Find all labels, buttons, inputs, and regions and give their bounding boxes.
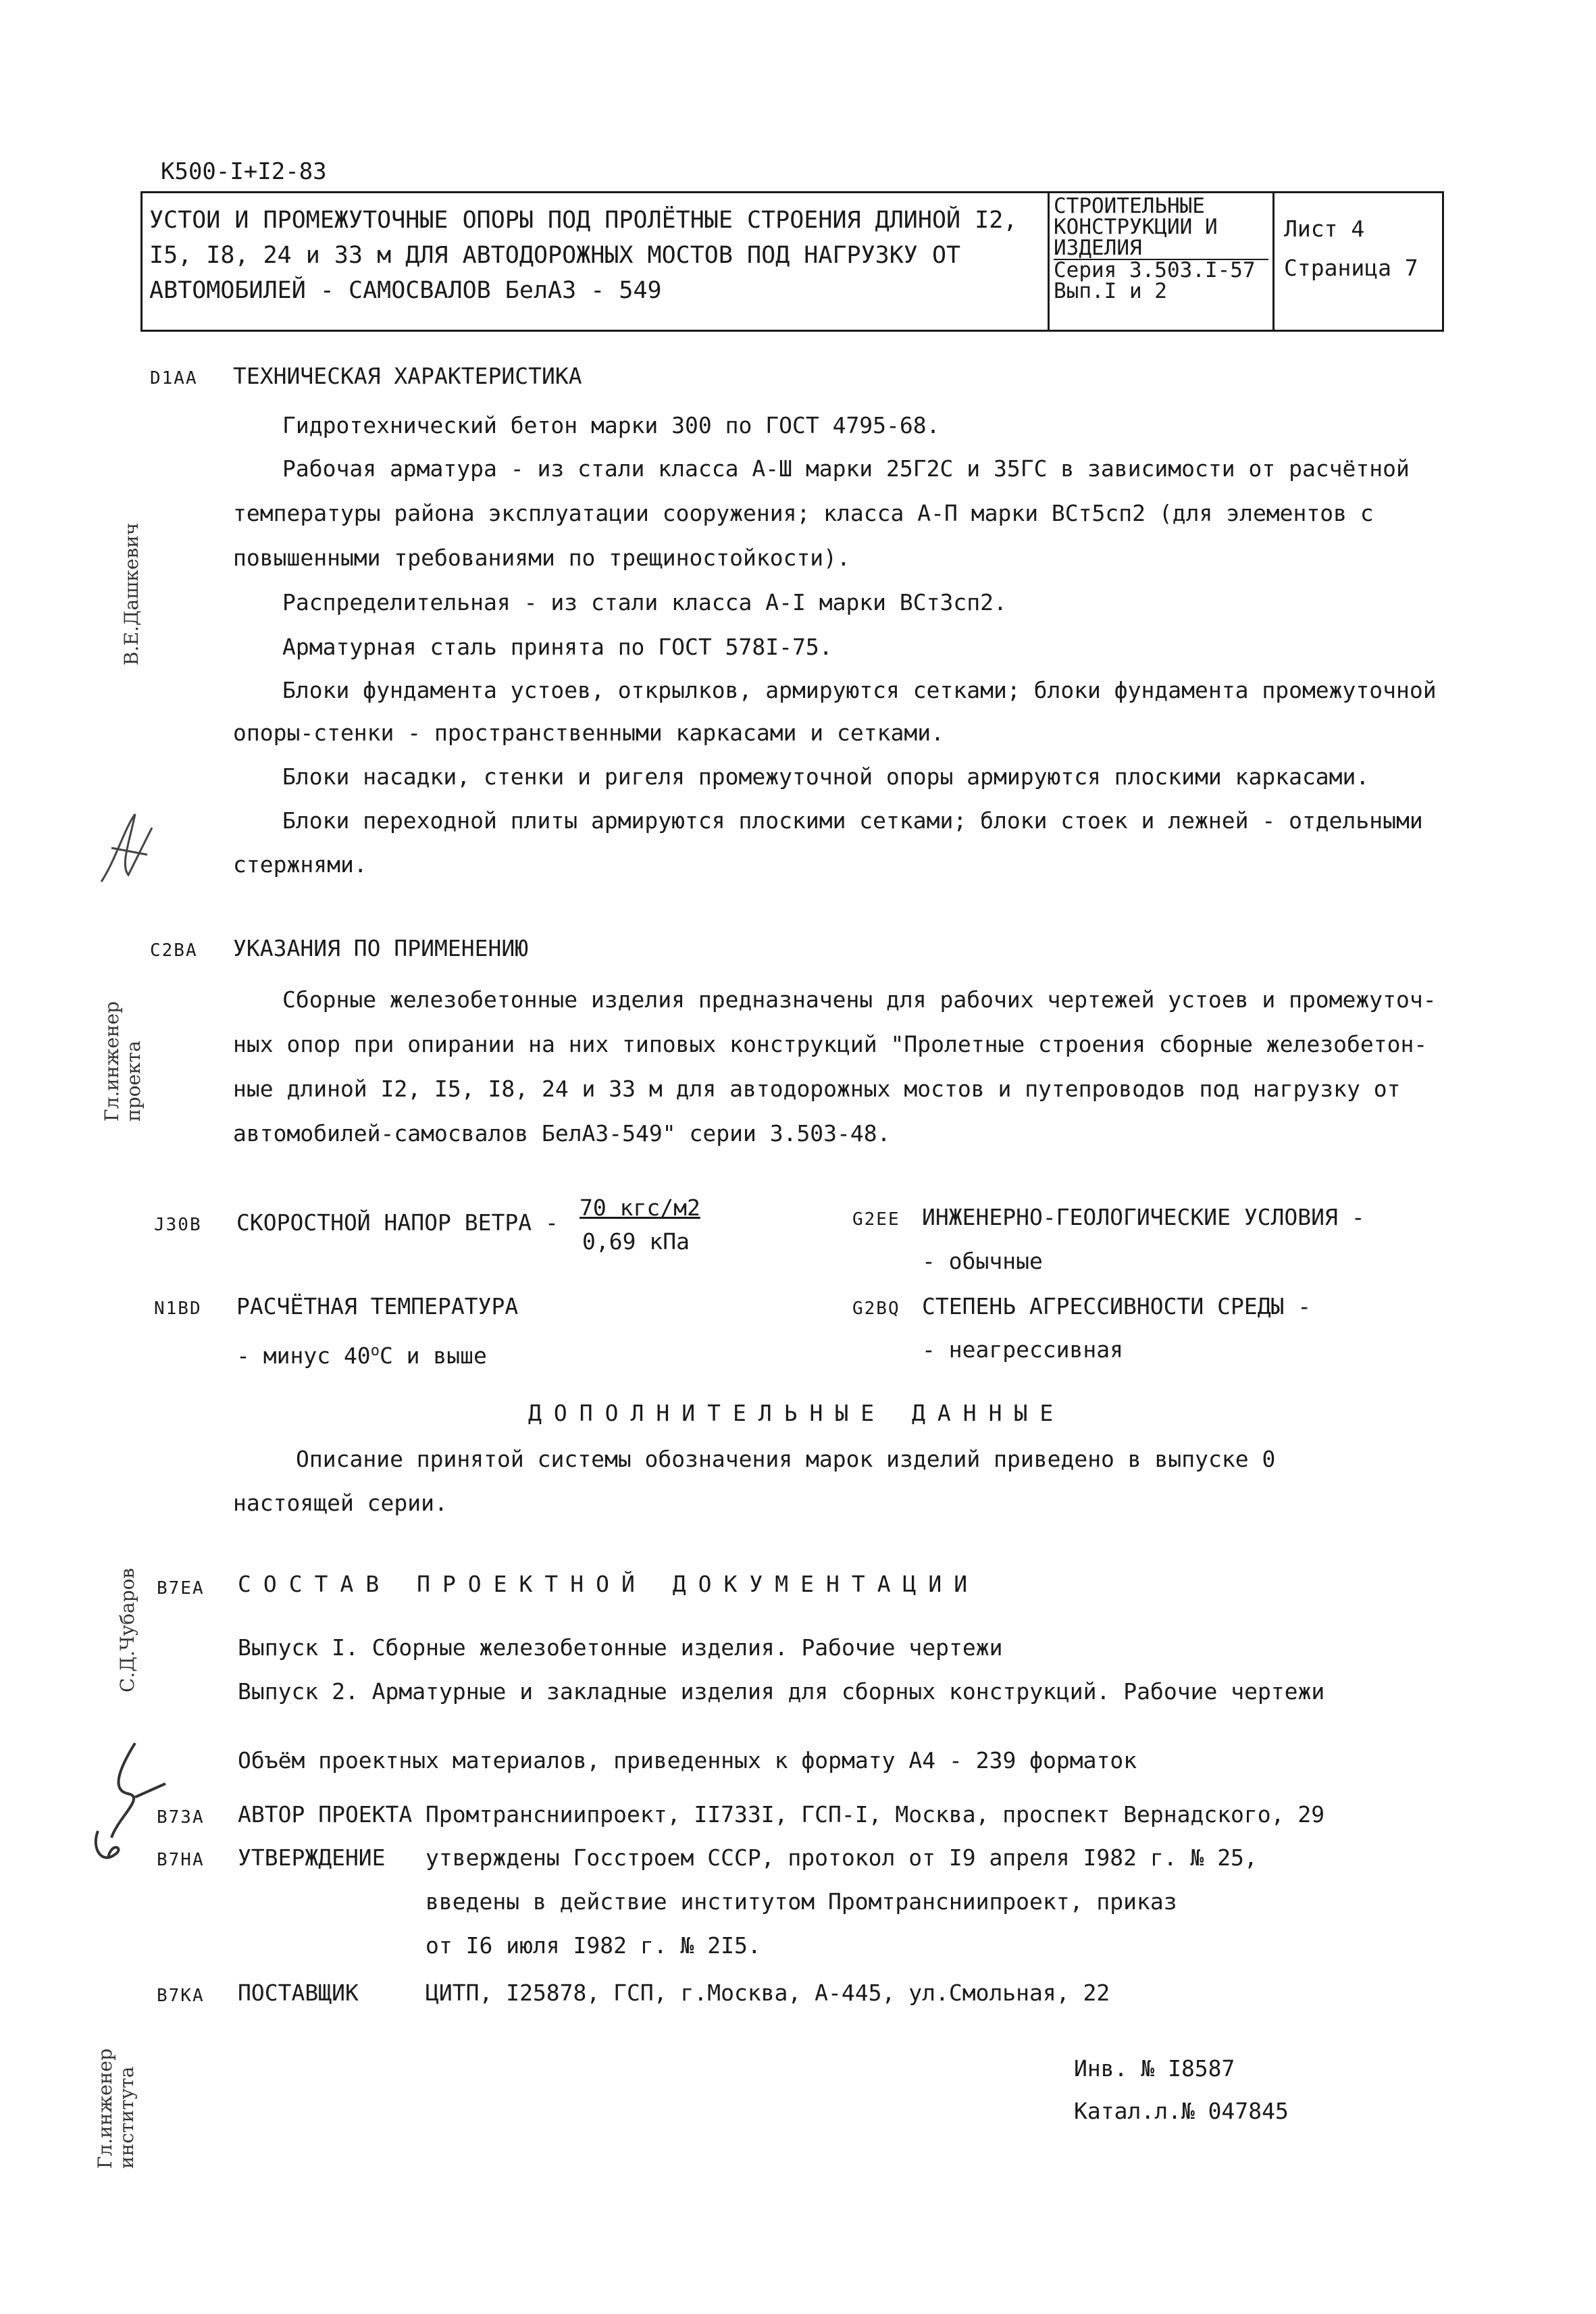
usage-line-1: Сборные железобетонные изделия предназначены для рабочих чертежей устоев и промежуточ- — [282, 986, 1437, 1013]
usage-line-4: автомобилей-самосвалов БелАЗ-549" серии 3.503-48. — [233, 1120, 891, 1147]
temp-value — [236, 1336, 487, 1371]
usage-line-3: ные длиной I2, I5, I8, 24 и 33 м для автодорожных мостов и путепроводов под нагрузку от — [233, 1076, 1401, 1102]
geo-code: G2EE — [852, 1209, 900, 1230]
approval-label: УТВЕРЖДЕНИЕ — [238, 1844, 386, 1871]
docs-code: B7EA — [157, 1578, 205, 1599]
category-line-3: ИЗДЕЛИЯ — [1054, 236, 1142, 260]
tech-line-8: опоры-стенки - пространственными каркасами и сетками. — [233, 720, 944, 746]
author-value: Промтрансниипроект, II733I, ГСП-I, Москва, проспект Вернадского, 29 — [426, 1801, 1325, 1828]
usage-line-2: ных опор при опирании на них типовых конструкций "Пролетные строения сборные железобетон- — [233, 1031, 1428, 1057]
tech-line-2: Рабочая арматура - из стали класса А-Ш марки 25Г2С и 35ГС в зависимости от расчётной — [282, 455, 1410, 482]
tech-line-10: Блоки переходной плиты армируются плоскими сетками; блоки стоек и лежней - отдельными — [282, 807, 1423, 834]
supplier-value: ЦИТП, I25878, ГСП, г.Москва, А-445, ул.Смольная, 22 — [426, 1980, 1110, 2006]
temp-code: N1BD — [154, 1299, 202, 1319]
catalog-number: Катал.л.№ 047845 — [1074, 2098, 1289, 2124]
title-cell — [142, 193, 1049, 331]
document-code: К500-I+I2-83 — [161, 158, 327, 185]
tech-section-heading: ТЕХНИЧЕСКАЯ ХАРАКТЕРИСТИКА — [233, 363, 582, 389]
margin-role-2 — [95, 2048, 138, 2169]
temp-value-suffix: С и выше — [379, 1342, 487, 1369]
docs-line-2: Выпуск 2. Арматурные и закладные изделия для сборных конструкций. Рабочие чертежи — [238, 1678, 1325, 1705]
wind-code: J30B — [154, 1215, 202, 1235]
aggr-code: G2BQ — [852, 1299, 900, 1319]
sheet-number: Лист 4 — [1284, 216, 1365, 242]
margin-role-2-line-1: Гл.инженер — [94, 2048, 116, 2169]
supplier-code: B7KA — [157, 1986, 205, 2006]
docs-line-1: Выпуск I. Сборные железобетонные изделия. Рабочие чертежи — [238, 1634, 1003, 1661]
title-line-1: УСТОИ И ПРОМЕЖУТОЧНЫЕ ОПОРЫ ПОД ПРОЛЁТНЫЕ СТРОЕНИЯ ДЛИНОЙ I2, — [149, 207, 1018, 234]
docs-volume: Объём проектных материалов, приведенных к формату А4 - 239 форматок — [238, 1747, 1137, 1774]
wind-label: СКОРОСТНОЙ НАПОР ВЕТРА - — [236, 1209, 559, 1236]
margin-role-2-line-2: института — [115, 2066, 138, 2169]
wind-value-kpa: 0,69 кПа — [582, 1228, 690, 1255]
category-line-1: СТРОИТЕЛЬНЫЕ — [1054, 194, 1205, 218]
tech-line-6: Арматурная сталь принята по ГОСТ 578I-75. — [282, 634, 833, 660]
margin-role-1-line-2: проекта — [122, 1040, 145, 1122]
tech-line-7: Блоки фундамента устоев, открылков, армируются сетками; блоки фундамента промежуточной — [282, 677, 1437, 703]
margin-role-1 — [101, 1001, 145, 1122]
tech-line-3: температуры района эксплуатации сооружения; класса А-П марки ВСт5сп2 (для элементов с — [233, 500, 1374, 526]
extra-heading: ДОПОЛНИТЕЛЬНЫЕ ДАННЫЕ — [528, 1400, 1066, 1426]
tech-line-9: Блоки насадки, стенки и ригеля промежуточной опоры армируются плоскими каркасами. — [282, 763, 1370, 790]
approval-code: B7HA — [157, 1850, 205, 1870]
category-line-2: КОНСТРУКЦИИ И — [1054, 215, 1218, 239]
author-label: АВТОР ПРОЕКТА — [238, 1801, 413, 1828]
title-line-2: I5, I8, 24 и 33 м ДЛЯ АВТОДОРОЖНЫХ МОСТОВ ПОД НАГРУЗКУ ОТ — [149, 242, 961, 269]
page-number: Страница 7 — [1284, 255, 1418, 281]
margin-name-1: В.Е.Дашкевич — [120, 522, 143, 665]
series-number: Серия 3.503.I-57 — [1054, 259, 1268, 281]
tech-line-1: Гидротехнический бетон марки 300 по ГОСТ 4795-68. — [282, 412, 940, 438]
category-cell — [1049, 193, 1274, 331]
aggr-label: СТЕПЕНЬ АГРЕССИВНОСТИ СРЕДЫ - — [922, 1293, 1312, 1319]
issue-number: Вып.I и 2 — [1054, 279, 1167, 303]
geo-label: ИНЖЕНЕРНО-ГЕОЛОГИЧЕСКИЕ УСЛОВИЯ - — [922, 1204, 1365, 1230]
approval-line-1: утверждены Госстроем СССР, протокол от I9 апреля I982 г. № 25, — [426, 1844, 1258, 1871]
signature-1 — [88, 801, 169, 902]
tech-section-code: D1AA — [150, 368, 198, 388]
extra-line-2: настоящей серии. — [233, 1490, 448, 1516]
wind-value-kgf: 70 кгс/м2 — [580, 1194, 700, 1221]
margin-role-1-line-1: Гл.инженер — [101, 1001, 123, 1122]
tech-line-4: повышенными требованиями по трещиностойкости). — [233, 545, 850, 571]
sheet-cell — [1274, 193, 1443, 331]
aggr-value: - неагрессивная — [922, 1336, 1124, 1363]
usage-section-code: C2BA — [150, 940, 198, 961]
inventory-number: Инв. № I8587 — [1074, 2055, 1235, 2082]
tech-line-5: Распределительная - из стали класса А-I марки ВСт3сп2. — [282, 589, 1007, 615]
margin-name-2: С.Д.Чубаров — [116, 1567, 138, 1692]
temp-label: РАСЧЁТНАЯ ТЕМПЕРАТУРА — [236, 1293, 519, 1319]
approval-line-2: введены в действие институтом Промтрансниипроект, приказ — [426, 1888, 1177, 1915]
docs-heading: СОСТАВ ПРОЕКТНОЙ ДОКУМЕНТАЦИИ — [238, 1571, 980, 1597]
title-block — [140, 191, 1444, 332]
geo-value: - обычные — [922, 1248, 1043, 1274]
temp-value-prefix: - минус 40 — [236, 1342, 371, 1369]
approval-line-3: от I6 июля I982 г. № 2I5. — [426, 1932, 761, 1959]
extra-line-1: Описание принятой системы обозначения марок изделий приведено в выпуске 0 — [296, 1446, 1276, 1472]
supplier-label: ПОСТАВЩИК — [238, 1980, 359, 2006]
tech-line-11: стержнями. — [233, 851, 367, 878]
title-line-3: АВТОМОБИЛЕЙ - САМОСВАЛОВ БелАЗ - 549 — [149, 277, 662, 304]
author-code: B73A — [157, 1807, 205, 1828]
temp-degree: о — [370, 1342, 380, 1359]
usage-section-heading: УКАЗАНИЯ ПО ПРИМЕНЕНИЮ — [233, 935, 529, 961]
